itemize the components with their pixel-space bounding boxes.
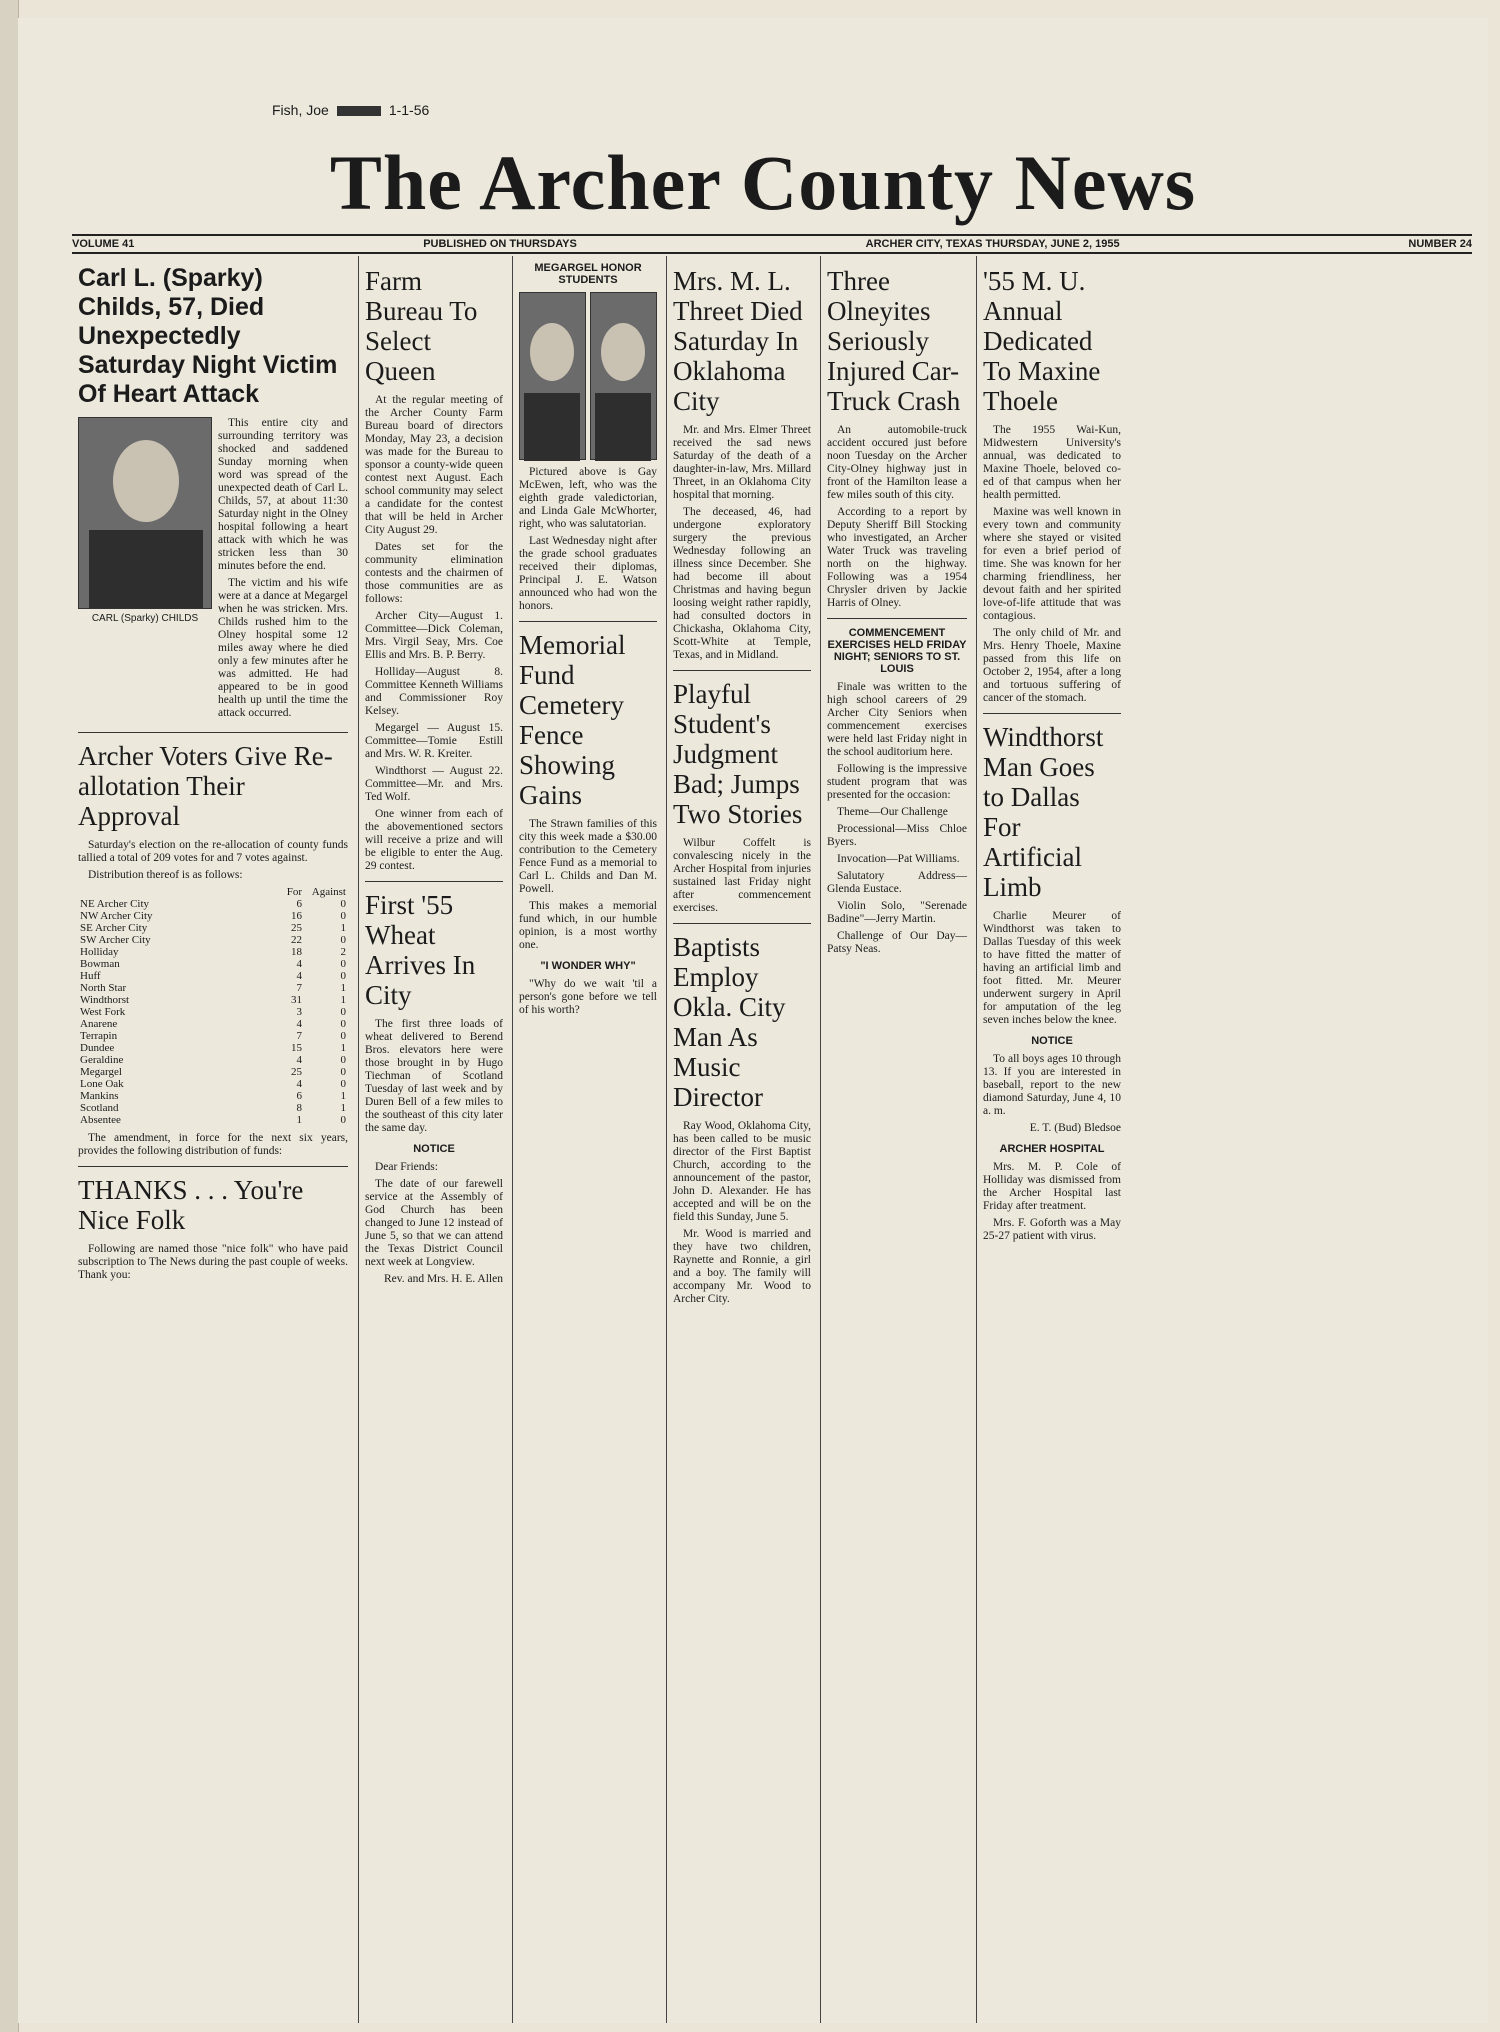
vote-for: 18: [291, 946, 302, 958]
vote-precinct: Geraldine: [80, 1054, 124, 1066]
column-6: [976, 256, 1127, 2023]
commencement-p2: Following is the impressive student program that was presented for the occasion:: [827, 763, 967, 801]
vote-precinct: Megargel: [80, 1066, 122, 1078]
voters-p2: Distribution thereof is as follows:: [88, 869, 243, 881]
vote-precinct: Scotland: [80, 1102, 119, 1114]
playful-p1: Wilbur Coffelt is convalescing nicely in the Archer Hospital from injuries sustained last Friday night after commencement exercises.: [673, 837, 811, 914]
vote-for: 7: [296, 982, 302, 994]
memorial-p2: This makes a memorial fund which, in our humble opinion, is a most worthy one.: [519, 900, 657, 951]
commencement-p5: Invocation—Pat Williams.: [837, 853, 960, 865]
vote-precinct: NE Archer City: [80, 898, 150, 910]
vote-row: [78, 1114, 348, 1126]
vote-precinct: Bowman: [80, 958, 120, 970]
vote-row: [78, 958, 348, 970]
annual-p1: The 1955 Wai-Kun, Midwestern University's annual, was dedicated to Maxine Thoele, beloved co-ed of that campus when her health permitted.: [983, 424, 1121, 501]
vote-for: 15: [291, 1042, 302, 1054]
masthead: The Archer County News: [329, 139, 1197, 226]
voters-headline: Archer Voters Give Re-allotation Their Approval: [78, 741, 333, 831]
vote-for: 4: [296, 1078, 302, 1090]
farm-p2: Dates set for the community elimination contests and the chairmen of those communities are as follows:: [365, 541, 503, 605]
vote-for: 7: [296, 1030, 302, 1042]
vote-against: 0: [340, 1078, 346, 1090]
vote-precinct: SE Archer City: [80, 922, 148, 934]
notice2-sign: E. T. (Bud) Bledsoe: [1029, 1122, 1121, 1134]
page-edge: [0, 0, 19, 2032]
notice-sign: Rev. and Mrs. H. E. Allen: [383, 1273, 503, 1285]
honor-students-photos: [519, 292, 657, 460]
vote-row: [78, 1066, 348, 1078]
annual-headline: '55 M. U. Annual Dedicated To Maxine Thoele: [983, 266, 1101, 416]
column-2: [358, 256, 509, 2023]
volume-label: VOLUME 41: [72, 238, 135, 250]
vote-table: [78, 886, 348, 1126]
annual-p3: The only child of Mr. and Mrs. Henry Thoele, Maxine passed from this life on October 2, 1954, after a long and tortuous suffering of cancer of the stomach.: [983, 627, 1121, 704]
vote-row: [78, 982, 348, 994]
columns: [72, 256, 1472, 2023]
playful-headline: Playful Student's Judgment Bad; Jumps Two Stories: [673, 679, 803, 829]
vote-against: 1: [340, 1042, 346, 1054]
baptists-headline: Baptists Employ Okla. City Man As Music Director: [673, 932, 786, 1112]
vote-against: 0: [340, 958, 346, 970]
vote-row: [78, 1042, 348, 1054]
ink-blot: [337, 106, 381, 116]
vote-row: [78, 1090, 348, 1102]
commencement-p3: Theme—Our Challenge: [837, 806, 948, 818]
threet-headline: Mrs. M. L. Threet Died Saturday In Oklahoma City: [673, 266, 803, 416]
vote-row: [78, 1030, 348, 1042]
childs-story-p1: This entire city and surrounding territory was shocked and saddened Sunday morning when word was spread of the unexpected death of Carl L. Childs, 57, at about 11:30 Saturday night in the Olney hospital following a heart attack with which he was stricken less than 30 minutes before the end.: [218, 417, 348, 572]
vote-row: [78, 1054, 348, 1066]
vote-against: 1: [340, 922, 346, 934]
thanks-headline: THANKS . . . You're Nice Folk: [78, 1175, 304, 1235]
voters-p3: The amendment, in force for the next six years, provides the following distribution of funds:: [78, 1132, 348, 1157]
vote-row: [78, 934, 348, 946]
vote-precinct: Dundee: [80, 1042, 115, 1054]
vote-against: 0: [340, 1066, 346, 1078]
vote-against: 0: [340, 1114, 346, 1126]
baptists-p1: Ray Wood, Oklahoma City, has been called to be music director of the First Baptist Church, according to the announcement of the pastor, John D. Alexander. He has accepted and will be on the field this Sunday, June 5.: [673, 1120, 811, 1223]
hospital-label: ARCHER HOSPITAL: [999, 1143, 1105, 1155]
vote-against: 0: [340, 910, 346, 922]
memorial-headline: Memorial Fund Cemetery Fence Showing Gains: [519, 630, 626, 810]
childs-headline: Carl L. (Sparky) Childs, 57, Died Unexpectedly Saturday Night Victim Of Heart Attack: [78, 264, 338, 408]
vote-precinct: Terrapin: [80, 1030, 118, 1042]
wonder-p1: "Why do we wait 'til a person's gone before we tell of his worth?: [519, 978, 657, 1016]
column-5: [820, 256, 973, 2023]
baptists-p2: Mr. Wood is married and they have two children, Raynette and Ronnie, a girl and a boy. The family will accompany Mr. Wood to Archer City.: [673, 1228, 811, 1305]
windthorst-headline: Windthorst Man Goes to Dallas For Artificial Limb: [983, 722, 1104, 902]
farm-p5: Megargel — August 15. Committee—Tomie Estill and Mrs. W. R. Kreiter.: [365, 722, 503, 760]
hospital-p1: Mrs. M. P. Cole of Holliday was dismissed from the Archer Hospital last Friday after treatment.: [983, 1161, 1121, 1212]
farm-bureau-headline: Farm Bureau To Select Queen: [365, 266, 478, 386]
commencement-label: COMMENCEMENT EXERCISES HELD FRIDAY NIGHT; SENIORS TO ST. LOUIS: [827, 627, 967, 675]
subscriber-date: 1-1-56: [388, 102, 430, 118]
threet-p1: Mr. and Mrs. Elmer Threet received the sad news Saturday of the death of a daughter-in-law, Mrs. Millard Threet, in an Oklahoma City hospital that morning.: [673, 424, 811, 501]
vote-row: [78, 922, 348, 934]
threet-p2: The deceased, 46, had undergone exploratory surgery the previous Wednesday following an illness since December. She had become ill about Christmas and having begun loosing weight rather rapidly, had consulted doctors in Chickasha, Oklahoma City, Scott-White at Temple, Texas, and in Midland.: [673, 506, 811, 661]
vote-precinct: Huff: [80, 970, 101, 982]
vote-row: [78, 898, 348, 910]
annual-p2: Maxine was well known in every town and community where she stayed or visited for even a brief period of time. She was known for her charming friendliness, her devout faith and her spirited love-of-life attitude that was contagious.: [983, 506, 1121, 622]
newspaper-page: [18, 18, 1488, 2023]
vote-precinct: Mankins: [80, 1090, 119, 1102]
commencement-p4: Processional—Miss Chloe Byers.: [827, 823, 967, 848]
crash-headline: Three Olneyites Seriously Injured Car-Truck Crash: [827, 266, 961, 416]
student-photo-right: [590, 292, 657, 460]
windthorst-p1: Charlie Meurer of Windthorst was taken to Dallas Tuesday of this week to have fitted the matter of having an artificial limb and foot fitted. Mr. Meurer underwent surgery in April for amputation of the leg seven inches below the knee.: [983, 910, 1121, 1026]
vote-for: 6: [296, 898, 302, 910]
memorial-p1: The Strawn families of this city this week made a $30.00 contribution to the Cemetery Fence Fund as a memorial to Carl L. Childs and Dan M. Powell.: [519, 818, 657, 895]
vote-table-header: For Against: [286, 886, 346, 898]
vote-against: 2: [340, 946, 346, 958]
vote-against: 1: [340, 994, 346, 1006]
notice-label-2: NOTICE: [1031, 1035, 1073, 1047]
notice-p1: Dear Friends:: [375, 1161, 438, 1173]
vote-precinct: NW Archer City: [80, 910, 153, 922]
vote-precinct: Lone Oak: [80, 1078, 124, 1090]
subscriber-label: [272, 102, 429, 118]
vote-against: 1: [340, 1102, 346, 1114]
vote-against: 1: [340, 982, 346, 994]
notice2-p1: To all boys ages 10 through 13. If you are interested in baseball, report to the new diamond Saturday, June 4, 10 a. m.: [983, 1053, 1121, 1117]
vote-precinct: SW Archer City: [80, 934, 151, 946]
wheat-headline: First '55 Wheat Arrives In City: [365, 890, 476, 1010]
vote-for: 4: [296, 1018, 302, 1030]
honor-students-label: MEGARGEL HONOR STUDENTS: [534, 262, 642, 286]
vote-for: 4: [296, 958, 302, 970]
vote-row: [78, 1018, 348, 1030]
vote-against: 0: [340, 1018, 346, 1030]
childs-photo-caption: CARL (Sparky) CHILDS: [91, 613, 199, 624]
commencement-p1: Finale was written to the high school careers of 29 Archer City Seniors when commencement exercises were held last Friday night in the school auditorium here.: [827, 681, 967, 758]
vote-precinct: Anarene: [80, 1018, 118, 1030]
vote-for: 8: [296, 1102, 302, 1114]
vote-for: 25: [291, 1066, 302, 1078]
commencement-p6: Salutatory Address—Glenda Eustace.: [827, 870, 967, 895]
commencement-p7: Violin Solo, "Serenade Badine"—Jerry Martin.: [827, 900, 967, 925]
column-4: [666, 256, 817, 2023]
vote-for: 3: [296, 1006, 302, 1018]
issue-number: NUMBER 24: [1408, 238, 1472, 250]
vote-row: [78, 994, 348, 1006]
vote-against: 0: [340, 898, 346, 910]
subscriber-name: Fish, Joe: [272, 102, 329, 118]
vote-for: 25: [291, 922, 302, 934]
vote-against: 0: [340, 934, 346, 946]
vote-against: 0: [340, 1030, 346, 1042]
vote-for: 16: [291, 910, 302, 922]
childs-story-p2: The victim and his wife were at a dance at Megargel when he was stricken. Mrs. Childs rushed him to the Olney hospital some 12 miles away where he died only a few minutes after he was admitted. He had appeared to be in good health up until the time the attack occurred.: [218, 577, 348, 719]
hospital-p2: Mrs. F. Goforth was a May 25-27 patient with virus.: [983, 1217, 1121, 1242]
crash-p1: An automobile-truck accident occured just before noon Tuesday on the Archer City-Olney highway just in front of the Hamilton lease a few miles south of this city.: [827, 424, 967, 501]
voters-p1: Saturday's election on the re-allocation of county funds tallied a total of 209 votes for and 7 votes against.: [78, 839, 348, 864]
published-label: PUBLISHED ON THURSDAYS: [423, 238, 577, 250]
vote-for: 22: [291, 934, 302, 946]
childs-photo: [78, 417, 212, 609]
vote-for: 31: [291, 994, 302, 1006]
wonder-label: "I WONDER WHY": [540, 960, 636, 972]
notice-p2: The date of our farewell service at the Assembly of God Church has been changed to June 12 instead of June 5, so that we can attend the Texas District Council next week at Longview.: [365, 1178, 503, 1268]
crash-p2: According to a report by Deputy Sheriff Bill Stocking who investigated, an Archer Water Truck was traveling north on the highway. Following was a 1954 Chrysler driven by Jackie Harris of Olney.: [827, 506, 967, 609]
column-1: [72, 256, 354, 2023]
honor-caption: Pictured above is Gay McEwen, left, who was the eighth grade valedictorian, and Linda Gale McWhorter, right, who was salutatorian.: [519, 466, 657, 530]
vote-precinct: Absentee: [80, 1114, 121, 1126]
vote-against: 0: [340, 970, 346, 982]
vote-for: 4: [296, 970, 302, 982]
column-3: [512, 256, 663, 2023]
info-bar: [72, 234, 1472, 254]
farm-p7: One winner from each of the abovementioned sectors will receive a prize and will be eligible to enter the Aug. 29 contest.: [365, 808, 503, 872]
vote-against: 0: [340, 1054, 346, 1066]
vote-for: 4: [296, 1054, 302, 1066]
honor-p1: Last Wednesday night after the grade school graduates received their diplomas, Principal J. E. Watson announced who had won the honors.: [519, 535, 657, 612]
farm-p3: Archer City—August 1. Committee—Dick Coleman, Mrs. Virgil Seay, Mrs. Coe Ellis and Mrs. B. P. Berry.: [365, 610, 503, 661]
vote-precinct: Windthorst: [80, 994, 130, 1006]
vote-for: 6: [296, 1090, 302, 1102]
farm-p6: Windthorst — August 22. Committee—Mr. and Mrs. Ted Wolf.: [365, 765, 503, 803]
vote-row: [78, 1102, 348, 1114]
vote-for: 1: [296, 1114, 302, 1126]
farm-p1: At the regular meeting of the Archer County Farm Bureau board of directors Monday, May 23, a decision was made for the Bureau to sponsor a county-wide queen contest next August. Each school community may select a candidate for the contest that will be held in Archer City August 29.: [365, 394, 503, 536]
vote-against: 1: [340, 1090, 346, 1102]
vote-row: [78, 946, 348, 958]
dateline: ARCHER CITY, TEXAS THURSDAY, JUNE 2, 1955: [865, 238, 1120, 250]
commencement-p8: Challenge of Our Day—Patsy Neas.: [827, 930, 967, 955]
vote-precinct: West Fork: [80, 1006, 126, 1018]
notice-label: NOTICE: [413, 1143, 455, 1155]
vote-row: [78, 910, 348, 922]
wheat-p1: The first three loads of wheat delivered to Berend Bros. elevators here were those brought in by Hugo Tiechman of Scotland Tuesday of last week and by Duren Bell of a few miles to the southeast of this city later the same day.: [365, 1018, 503, 1134]
vote-row: [78, 970, 348, 982]
thanks-p1: Following are named those "nice folk" who have paid subscription to The News during the past couple of weeks. Thank you:: [78, 1243, 348, 1281]
vote-row: [78, 1006, 348, 1018]
student-photo-left: [519, 292, 586, 460]
farm-p4: Holliday—August 8. Committee Kenneth Williams and Commissioner Roy Kelsey.: [365, 666, 503, 717]
vote-row: [78, 1078, 348, 1090]
vote-precinct: Holliday: [80, 946, 119, 958]
vote-precinct: North Star: [80, 982, 127, 994]
vote-against: 0: [340, 1006, 346, 1018]
